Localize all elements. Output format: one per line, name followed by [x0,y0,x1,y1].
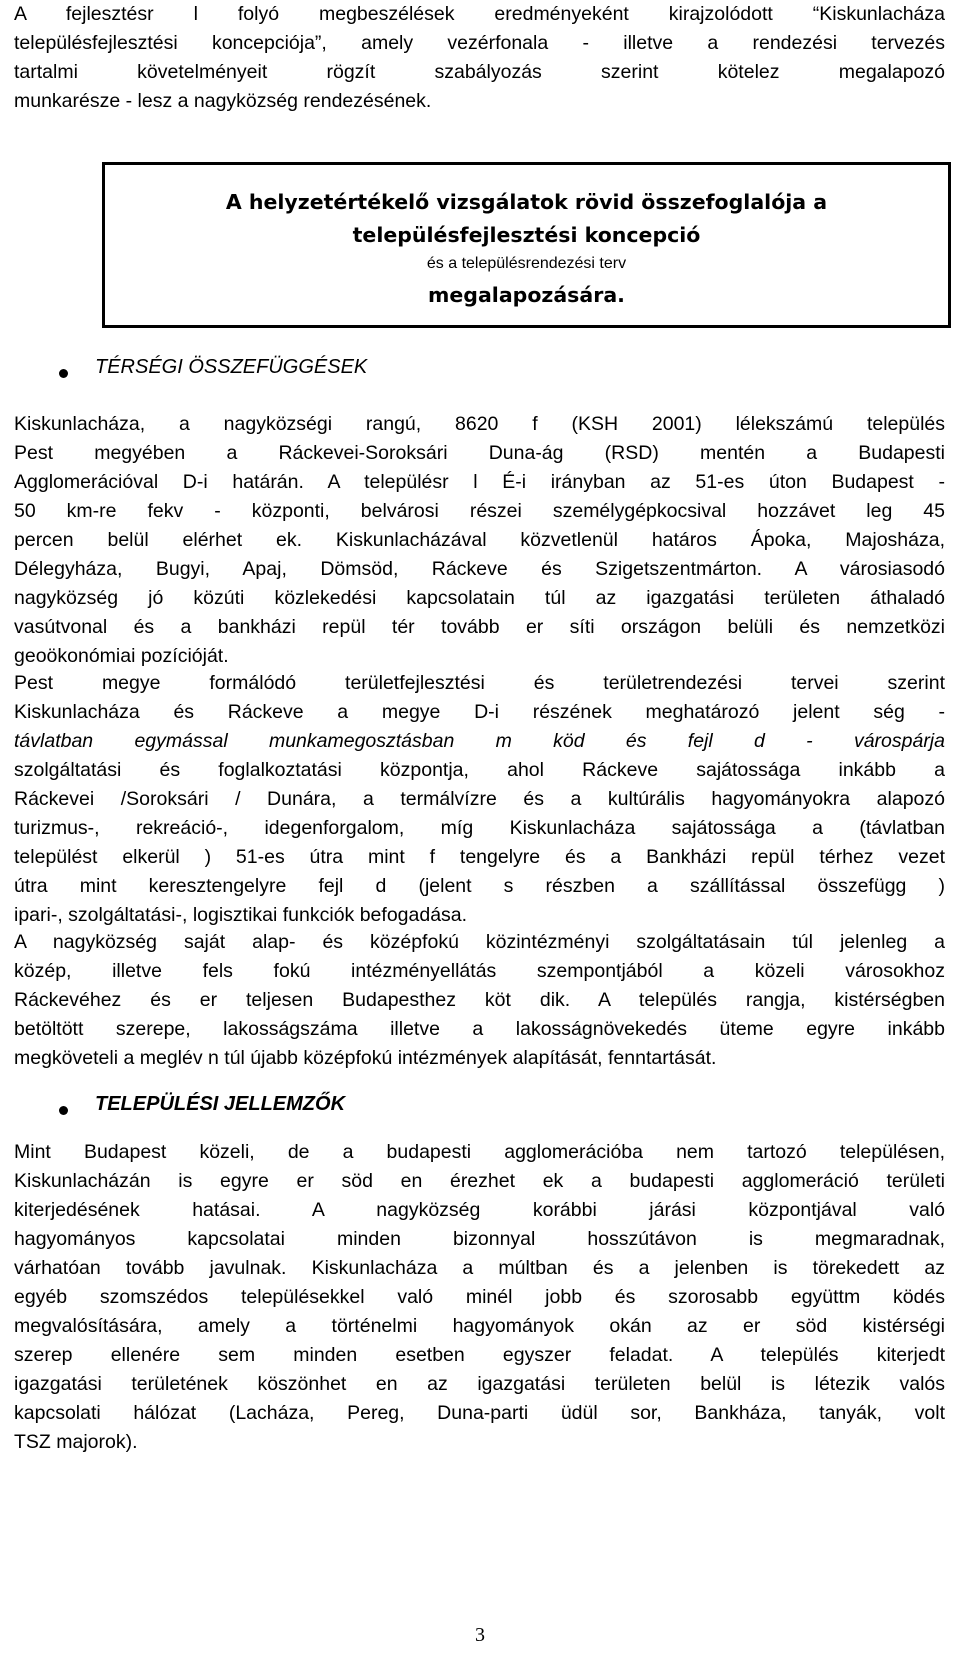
text-line: munkarésze - lesz a nagyközség rendezésének. [14,90,432,112]
text-line: települést elkerül ) 51-es útra mint f tengelyre és a Bankházi repül térhez vezet [14,846,945,868]
text-line: szerep ellenére sem minden esetben egyszer feladat. A település kiterjedt [14,1344,945,1366]
text-line: megvalósítására, amely a történelmi hagyományok okán az er söd kistérségi [14,1315,945,1337]
text-line: hagyományos kapcsolatai minden bizonnyal hosszútávon is megmaradnak, [14,1228,945,1250]
text-line: igazgatási területének köszönhet en az igazgatási területen belül is létezik valós [14,1373,945,1395]
bullet-icon [59,1106,68,1115]
text-line: várhatóan tovább javulnak. Kiskunlacháza a múltban és a jelenben is törekedett az [14,1257,945,1279]
text-line: vasútvonal és a bankházi repül tér tovább er síti országon belüli és nemzetközi [14,616,945,638]
text-line: turizmus-, rekreáció-, idegenforgalom, míg Kiskunlacháza sajátossága a (távlatban [14,817,945,839]
text-line: útra mint keresztengelyre fejl d (jelent s részben a szállítással összefügg ) [14,875,945,897]
paragraph-settlement [14,1138,945,1457]
text-line: Kiskunlacházán is egyre er söd en érezhet ek a budapesti agglomeráció területi [14,1170,945,1192]
text-line: szolgáltatási és foglalkoztatási központja, ahol Ráckeve sajátossága inkább a [14,759,945,781]
text-line: Ráckevéhez és er teljesen Budapesthez köt dik. A település rangja, kistérségben [14,989,945,1011]
text-line: tartalmi követelményeit rögzít szabályozás szerint kötelez megalapozó [14,61,945,83]
paragraph-regional-2 [14,669,945,930]
text-line: Kiskunlacháza, a nagyközségi rangú, 8620 f (KSH 2001) lélekszámú település [14,413,945,435]
text-line: A fejlesztésr l folyó megbeszélések eredményeként kirajzolódott “Kiskunlacháza [14,3,945,25]
intro-paragraph [14,0,945,116]
section-heading-settlement: TELEPÜLÉSI JELLEMZŐK [95,1093,346,1115]
text-line: településfejlesztési koncepciója”, amely vezérfonala - illetve a rendezési tervezés [14,32,945,54]
text-line: percen belül elérhet ek. Kiskunlacházával közvetlenül határos Ápoka, Majosháza, [14,529,945,551]
text-line: Délegyháza, Bugyi, Apaj, Dömsöd, Ráckeve és Szigetszentmárton. A városiasodó [14,558,945,580]
text-line: kapcsolati hálózat (Lacháza, Pereg, Duna-parti üdül sor, Bankháza, tanyák, volt [14,1402,945,1424]
text-line: betöltött szerepe, lakosságszáma illetve a lakosságnövekedés üteme egyre inkább [14,1018,945,1040]
page-number: 3 [475,1624,485,1646]
bullet-icon [59,369,68,378]
text-line: Ráckevei /Soroksári / Dunára, a termálvízre és a kultúrális hagyományokra alapozó [14,788,945,810]
text-line: Kiskunlacháza és Ráckeve a megye D-i részének meghatározó jelent ség - [14,701,945,723]
text-line: Agglomerációval D-i határán. A településr l É-i irányban az 51-es úton Budapest - [14,471,945,493]
section-heading-regional: TÉRSÉGI ÖSSZEFÜGGÉSEK [95,356,368,378]
text-line: egyéb szomszédos településekkel való minél jobb és szorosabb együttm ködés [14,1286,945,1308]
text-line: Pest megyében a Ráckevei-Soroksári Duna-ág (RSD) mentén a Budapesti [14,442,945,464]
text-line: Mint Budapest közeli, de a budapesti agglomerációba nem tartozó településen, [14,1141,945,1163]
text-line: 50 km-re fekv - központi, belvárosi részei személygépkocsival hozzávet leg 45 [14,500,945,522]
text-line: közép, illetve fels fokú intézményellátás szempontjából a közeli városokhoz [14,960,945,982]
text-line: A nagyközség saját alap- és középfokú közintézményi szolgáltatásain túl jelenleg a [14,931,945,953]
summary-title-box [102,162,951,328]
box-subtitle-line: és a településrendezési terv [426,255,627,272]
paragraph-regional-1 [14,410,945,671]
paragraph-regional-3 [14,928,945,1073]
text-line: ipari-, szolgáltatási-, logisztikai funkciók befogadása. [14,904,468,926]
text-line: Pest megye formálódó területfejlesztési és területrendezési tervei szerint [14,672,945,694]
text-line: TSZ majorok). [14,1431,138,1453]
text-line: nagyközség jó közúti közlekedési kapcsolatain túl az igazgatási területen áthaladó [14,587,945,609]
text-line: geoökonómiai pozícióját. [14,645,229,667]
text-line: kiterjedésének hatásai. A nagyközség korábbi járási központjával való [14,1199,945,1221]
text-line: megköveteli a meglév n túl újabb középfokú intézmények alapítását, fenntartását. [14,1047,717,1069]
text-line: távlatban egymással munkamegosztásban m köd és fejl d - várospárja [14,730,945,752]
box-title-line: településfejlesztési koncepció [352,223,701,247]
box-title-line: A helyzetértékelő vizsgálatok rövid összefoglalója a [225,190,828,214]
box-title-line: megalapozására. [428,283,625,307]
